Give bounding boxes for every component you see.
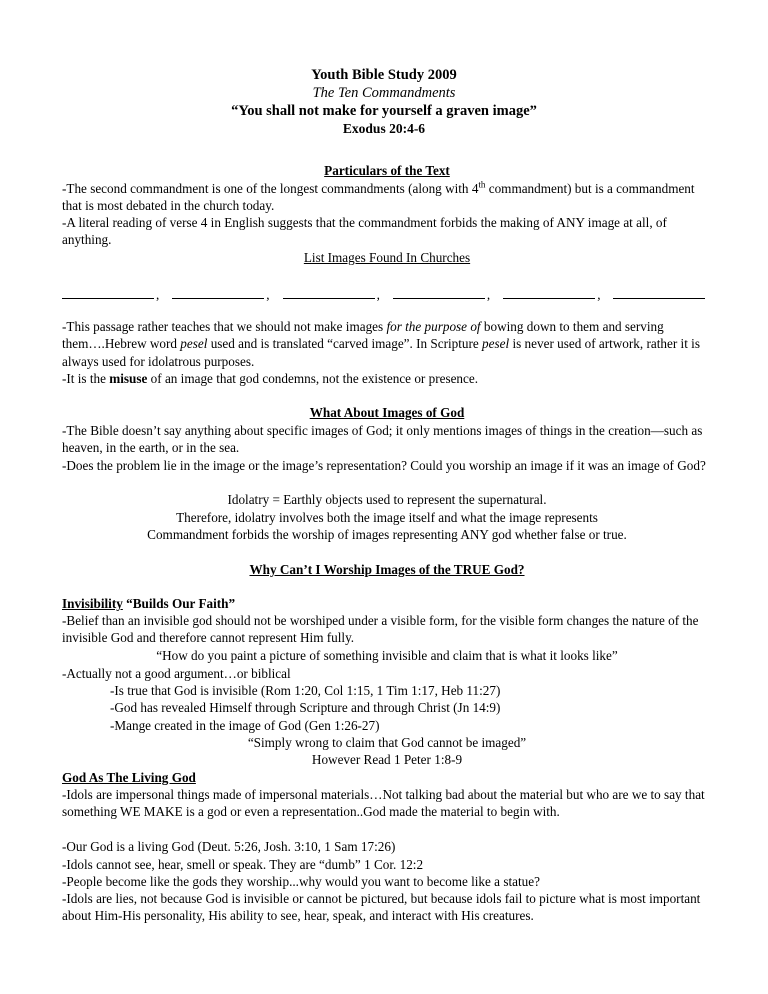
particulars-p1-text: -The second commandment is one of the longest commandments (along with 4 <box>62 181 479 196</box>
invisibility-heading-rest: “Builds Our Faith” <box>122 596 236 611</box>
invisibility-quote-3: However Read 1 Peter 1:8-9 <box>311 752 463 767</box>
scripture-quote: “You shall not make for yourself a graven image” <box>231 103 537 119</box>
particulars-p1-text-rest: commandment) but is a commandment that is most debated in the church today. <box>62 181 695 214</box>
invisibility-item-2: -God has revealed Himself through Scripture and through Christ (Jn 14:9) <box>110 700 501 715</box>
p3-text-d: is never used of artwork, rather it is always used for idolatrous purposes. <box>62 336 700 369</box>
blank-line[interactable] <box>613 284 705 303</box>
page-subtitle: The Ten Commandments <box>312 85 456 101</box>
images-paragraph-1: -The Bible doesn’t say anything about specific images of God; it only mentions images of things in the creation—such as heaven, in the earth, or in the sea. <box>62 423 703 456</box>
invisibility-paragraph-2: -Actually not a good argument…or biblical <box>62 666 291 681</box>
p4-text-b: of an image that god condemns, not the existence or presence. <box>147 371 479 386</box>
living-god-paragraph-1: -Idols are impersonal things made of impersonal materials…Not talking bad about the material but who are we to say that something WE MAKE is a god or even a representation..God made the material to begin with. <box>62 787 705 820</box>
superscript-th: th <box>478 179 486 190</box>
particulars-paragraph-4 <box>62 370 712 387</box>
living-god-paragraph-2: -Our God is a living God (Deut. 5:26, Josh. 3:10, 1 Sam 17:26) <box>62 839 396 854</box>
blank-line[interactable]: , <box>393 284 490 303</box>
p4-bold-misuse: misuse <box>109 371 148 386</box>
living-god-paragraph-4: -People become like the gods they worship...why would you want to become like a statue? <box>62 874 540 889</box>
p4-text-a: -It is the <box>62 371 110 386</box>
centered-line-idolatry: Idolatry = Earthly objects used to represent the supernatural. <box>227 492 547 507</box>
scripture-reference: Exodus 20:4-6 <box>342 121 426 136</box>
fill-in-blanks <box>62 284 712 303</box>
blank-line[interactable]: , <box>172 284 269 303</box>
list-images-heading: List Images Found In Churches <box>303 250 471 265</box>
living-god-paragraph-5: -Idols are lies, not because God is invisible or cannot be pictured, but because idols fail to picture what is most important about Him-His personality, His ability to see, hear, speak, and interact with His creatures. <box>62 891 701 924</box>
invisibility-heading-underlined: Invisibility <box>62 596 123 611</box>
section-heading-images-of-god: What About Images of God <box>309 405 465 420</box>
centered-line-therefore: Therefore, idolatry involves both the image itself and what the image represents <box>176 510 598 525</box>
particulars-paragraph-2: -A literal reading of verse 4 in English suggests that the commandment forbids the making of ANY image at all, of anything. <box>62 215 667 248</box>
particulars-paragraph-1 <box>62 180 712 215</box>
invisibility-quote-2: “Simply wrong to claim that God cannot be imaged” <box>247 735 527 750</box>
section-heading-why: Why Can’t I Worship Images of the TRUE God? <box>249 562 525 577</box>
blank-line[interactable]: , <box>283 284 380 303</box>
images-paragraph-2: -Does the problem lie in the image or the image’s representation? Could you worship an image if it was an image of God? <box>62 458 706 473</box>
document-header <box>0 66 768 137</box>
living-god-heading: God As The Living God <box>62 770 196 785</box>
hebrew-word-pesel: pesel <box>482 336 510 352</box>
section-heading-particulars: Particulars of the Text <box>324 163 450 178</box>
invisibility-heading <box>62 595 712 612</box>
invisibility-item-3: -Mange created in the image of God (Gen 1:26-27) <box>110 718 380 733</box>
invisibility-paragraph-1: -Belief than an invisible god should not be worshiped under a visible form, for the visible form changes the nature of the invisible God and therefore cannot represent Him fully. <box>62 613 699 646</box>
invisibility-item-1: -Is true that God is invisible (Rom 1:20, Col 1:15, 1 Tim 1:17, Heb 11:27) <box>110 683 501 698</box>
p3-emphasis: for the purpose of <box>386 319 481 334</box>
page-title: Youth Bible Study 2009 <box>311 67 457 83</box>
blank-line[interactable]: , <box>503 284 600 303</box>
centered-line-commandment: Commandment forbids the worship of images representing ANY god whether false or true. <box>147 527 627 542</box>
living-god-paragraph-3: -Idols cannot see, hear, smell or speak. They are “dumb” 1 Cor. 12:2 <box>62 857 424 872</box>
particulars-paragraph-3 <box>62 318 712 370</box>
blank-line[interactable]: , <box>62 284 159 303</box>
hebrew-word-pesel: pesel <box>180 336 208 352</box>
p3-text-c: used and is translated “carved image”. In Scripture <box>207 336 483 352</box>
invisibility-quote-1: “How do you paint a picture of something invisible and claim that is what it looks like” <box>156 648 618 663</box>
p3-text-b: bowing down to them and serving them….Hebrew word <box>62 319 664 352</box>
p3-text-a: -This passage rather teaches that we should not make images <box>62 319 387 334</box>
